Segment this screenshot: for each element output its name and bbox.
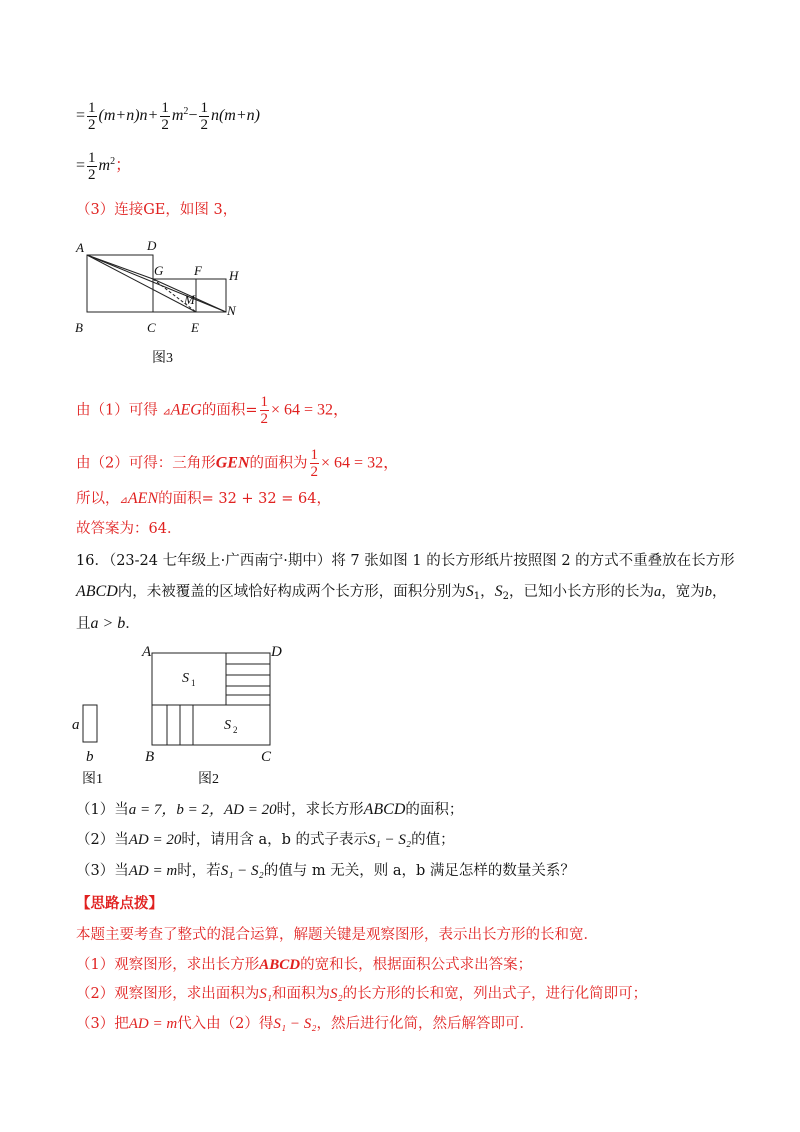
hint-p2-a: （1）观察图形，求出长方形 bbox=[76, 957, 260, 973]
fraction-denominator: 2 bbox=[310, 464, 319, 480]
s2-symbol: S₂ bbox=[329, 986, 343, 1002]
fraction-numerator: 1 bbox=[200, 100, 208, 116]
fraction-numerator: 1 bbox=[88, 150, 96, 166]
answer-line: 故答案为：64． bbox=[76, 521, 182, 537]
fraction-numerator: 1 bbox=[310, 447, 319, 463]
q16-text-4: 且 bbox=[76, 616, 91, 632]
q16-text-3: ，宽为 bbox=[661, 584, 705, 600]
fraction-denominator: 2 bbox=[88, 117, 96, 133]
figure-2 bbox=[140, 640, 300, 790]
label-s1-subscript: 1 bbox=[191, 678, 196, 688]
hint-p4-expr: S₁ − S₂ bbox=[273, 1016, 317, 1032]
label-s1: S bbox=[182, 671, 189, 686]
figure-3 bbox=[70, 238, 250, 368]
result-2-value: × 64 = 32， bbox=[321, 454, 400, 472]
figure-1-caption: 图1 bbox=[82, 772, 103, 787]
q16-text: 内，未被覆盖的区域恰好构成两个长方形，面积分别为 bbox=[117, 584, 466, 600]
q16-tail: ， bbox=[712, 584, 727, 600]
sub-q2 bbox=[76, 829, 455, 851]
superscript: 2 bbox=[183, 106, 189, 118]
q16-text-2: ，已知小长方形的长为 bbox=[509, 584, 655, 600]
label-c: C bbox=[147, 320, 156, 335]
hint-title: 【思路点拨】 bbox=[76, 895, 163, 912]
hint-p3-e: 的长方形的长和宽，列出式子，进行化简即可； bbox=[342, 986, 648, 1002]
calc-line-1 bbox=[76, 100, 260, 133]
sub-q3-c: 时，若 bbox=[177, 863, 221, 879]
label-c: C bbox=[261, 749, 272, 765]
hint-p4-value: AD = m bbox=[128, 1016, 178, 1032]
result-3-value: 的面积= 32 + 32 = 64， bbox=[158, 491, 331, 507]
sub-q1 bbox=[76, 799, 463, 821]
minus-sign: − bbox=[188, 107, 198, 125]
figure-1 bbox=[70, 700, 120, 790]
label-a: a bbox=[72, 717, 80, 733]
term-2: m bbox=[171, 107, 184, 125]
label-d: D bbox=[271, 644, 282, 660]
sub-q3-value: AD = m bbox=[128, 863, 178, 879]
sub-q3 bbox=[76, 860, 575, 882]
s1-symbol: S₁ bbox=[259, 986, 272, 1002]
sub-q2-a: （2）当 bbox=[76, 832, 129, 848]
fraction-denominator: 2 bbox=[161, 117, 169, 133]
period: ． bbox=[125, 616, 140, 632]
fraction-half bbox=[87, 100, 97, 133]
sub-q1-c: 时，求长方形 bbox=[276, 802, 364, 818]
sub-q2-e: 的值； bbox=[411, 832, 455, 848]
rect-abcd bbox=[152, 653, 270, 745]
fraction-half bbox=[87, 150, 97, 183]
fraction-half bbox=[199, 100, 209, 133]
hint-p4-a: （3）把 bbox=[76, 1016, 129, 1032]
hint-p4 bbox=[76, 1013, 534, 1035]
fraction-denominator: 2 bbox=[260, 411, 268, 427]
hint-p3-c: 和面积为 bbox=[271, 986, 330, 1002]
label-b: B bbox=[75, 320, 83, 335]
result-1 bbox=[76, 394, 349, 427]
figure-3-caption: 图3 bbox=[152, 351, 173, 366]
label-d: D bbox=[147, 238, 157, 253]
triangle-icon: ⊿ bbox=[119, 495, 128, 506]
term-1: (m+n)n+ bbox=[98, 107, 159, 125]
result-1-var: AEG bbox=[170, 401, 202, 419]
q16-line-1: 16．（23-24 七年级上·广西南宁·期中）将 7 张如图 1 的长方形纸片按照图 2 的方式不重叠放在长方形 bbox=[76, 553, 735, 569]
label-a: A bbox=[76, 240, 84, 255]
q16-line-2 bbox=[76, 581, 727, 608]
result-3-var: AEN bbox=[127, 490, 159, 507]
rect-name: ABCD bbox=[363, 801, 406, 818]
semicolon: ； bbox=[115, 157, 132, 175]
hint-p3 bbox=[76, 983, 647, 1005]
label-e: E bbox=[191, 320, 199, 335]
sub-q2-expr: S₁ − S₂ bbox=[368, 832, 412, 848]
var-a: a bbox=[654, 584, 662, 600]
fraction-half bbox=[310, 447, 320, 480]
fraction-half bbox=[260, 394, 270, 427]
result-2 bbox=[76, 447, 399, 480]
result-2-var: GEN bbox=[215, 454, 250, 472]
s1-subscript: 1 bbox=[473, 591, 481, 602]
line-ae bbox=[87, 255, 196, 312]
hint-p4-c: 代入由（2）得 bbox=[177, 1016, 274, 1032]
hint-p4-e: ，然后进行化简，然后解答即可． bbox=[316, 1016, 534, 1032]
hint-p1: 本题主要考查了整式的混合运算，解题关键是观察图形，表示出长方形的长和宽． bbox=[76, 927, 598, 943]
sub-q2-value: AD = 20 bbox=[128, 832, 182, 848]
label-s2-subscript: 2 bbox=[233, 725, 238, 735]
s2-symbol: S bbox=[494, 583, 503, 600]
var-b: b bbox=[704, 584, 713, 600]
figure-2-caption: 图2 bbox=[198, 772, 219, 787]
equals-sign: = bbox=[76, 107, 86, 125]
result-1-mid: 的面积= bbox=[201, 402, 258, 419]
square-abcd bbox=[87, 255, 153, 312]
fraction-numerator: 1 bbox=[88, 100, 96, 116]
result-3-prefix: 所以， bbox=[76, 491, 120, 507]
label-g: G bbox=[154, 263, 164, 278]
label-b: b bbox=[86, 749, 94, 765]
triangle-icon: ⊿ bbox=[162, 406, 171, 418]
sub-q1-a: （1）当 bbox=[76, 802, 129, 818]
fraction-half bbox=[160, 100, 170, 133]
fraction-numerator: 1 bbox=[260, 394, 268, 410]
q16-line-3 bbox=[76, 613, 140, 635]
label-b: B bbox=[145, 749, 155, 765]
result-2-mid: 的面积为 bbox=[249, 455, 308, 472]
small-rectangle bbox=[83, 705, 97, 742]
label-n: N bbox=[227, 303, 236, 318]
sub-q1-e: 的面积； bbox=[405, 802, 464, 818]
label-s2: S bbox=[224, 718, 231, 733]
superscript: 2 bbox=[110, 156, 116, 168]
rect-name: ABCD bbox=[76, 583, 118, 600]
result-3 bbox=[76, 488, 331, 512]
equals-sign: = bbox=[76, 157, 86, 175]
rect-name: ABCD bbox=[259, 957, 301, 973]
part3-intro: （3）连接GE，如图 3， bbox=[76, 202, 238, 218]
result-1-value: × 64 = 32， bbox=[271, 401, 350, 419]
sub-q1-values: a = 7，b = 2，AD = 20 bbox=[128, 802, 277, 818]
term-3: n(m+n) bbox=[210, 107, 260, 125]
label-a: A bbox=[142, 644, 152, 660]
calc-line-2 bbox=[76, 150, 131, 183]
label-h: H bbox=[229, 268, 239, 283]
separator: ， bbox=[480, 584, 495, 600]
s2-subscript: 2 bbox=[502, 591, 510, 602]
term: m bbox=[98, 157, 111, 175]
fraction-denominator: 2 bbox=[200, 117, 208, 133]
s1-symbol: S bbox=[465, 583, 474, 600]
label-f: F bbox=[194, 263, 202, 278]
hint-p2 bbox=[76, 954, 532, 976]
hint-p3-a: （2）观察图形，求出面积为 bbox=[76, 986, 260, 1002]
hint-p2-c: 的宽和长，根据面积公式求出答案； bbox=[300, 957, 533, 973]
inequality: a > b bbox=[90, 615, 126, 632]
fraction-numerator: 1 bbox=[161, 100, 169, 116]
sub-q2-c: 时，请用含 a，b 的式子表示 bbox=[181, 832, 369, 848]
label-m: M bbox=[184, 292, 195, 307]
result-2-prefix: 由（2）可得：三角形 bbox=[76, 455, 216, 472]
sub-q3-a: （3）当 bbox=[76, 863, 129, 879]
sub-q3-e: 的值与 m 无关，则 a，b 满足怎样的数量关系？ bbox=[263, 863, 575, 879]
fraction-denominator: 2 bbox=[88, 167, 96, 183]
result-1-prefix: 由（1）可得 bbox=[76, 402, 163, 419]
sub-q3-expr: S₁ − S₂ bbox=[220, 863, 264, 879]
